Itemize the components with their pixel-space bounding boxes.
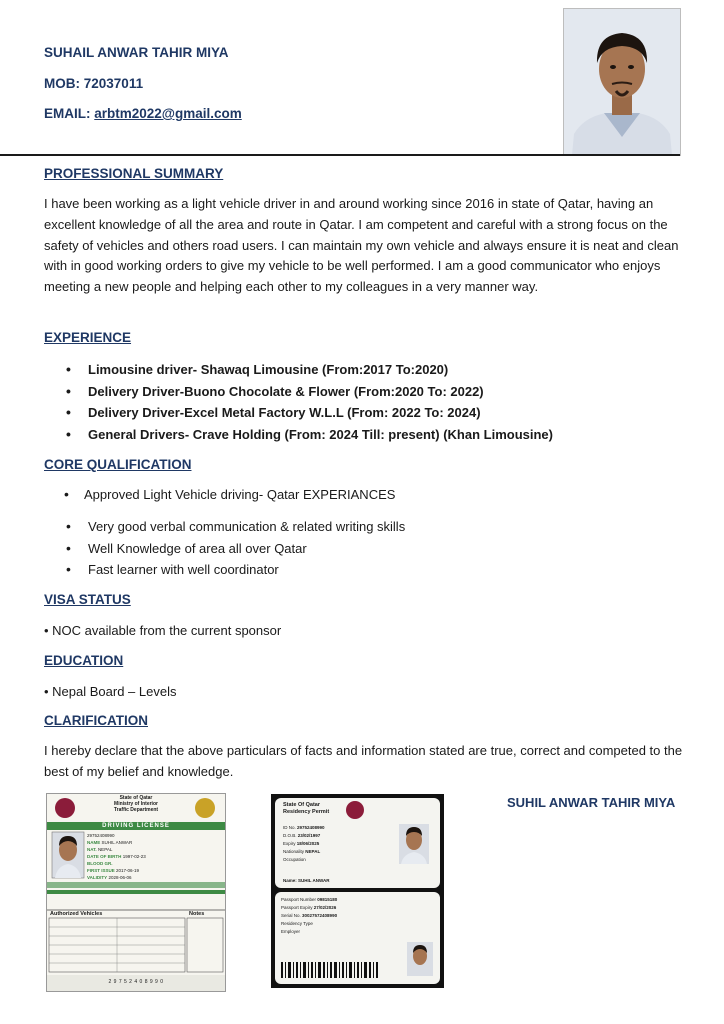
rp-id-label: ID No. [283, 825, 296, 830]
rp-dob-value: 23/02/1997 [297, 833, 321, 838]
rp-name-label: Name: [283, 878, 297, 883]
rp-ppx-label: Passport Expiry [281, 905, 313, 910]
rp-id-value: 29752408990 [297, 825, 325, 830]
license-first-value: 2017-06-19 [116, 868, 140, 873]
license-dob-value: 1997-02-23 [122, 854, 146, 859]
rp-ppx-value: 27/02/2026 [313, 905, 337, 910]
core-item: • Well Knowledge of area all over Qatar [66, 538, 405, 560]
rp-nat-label: Nationality [283, 849, 305, 854]
visa-text: • NOC available from the current sponsor [44, 623, 282, 638]
driving-license-image [46, 793, 226, 992]
visa-heading: VISA STATUS [44, 592, 131, 607]
rp-expiry-value: 18/06/2025 [296, 841, 320, 846]
license-dob-label: DATE OF BIRTH [87, 854, 122, 859]
rp-serial-value: 30027572408990 [302, 913, 338, 918]
core-item: • Very good verbal communication & related writing skills [66, 516, 405, 538]
signature-name: SUHIL ANWAR TAHIR MIYA [507, 795, 676, 810]
license-validity-label: VALIDITY [87, 875, 108, 880]
experience-item: • Delivery Driver-Buono Chocolate & Flower (From:2020 To: 2022) [66, 381, 553, 403]
license-validity-value: 2028-06-06 [108, 875, 132, 880]
rp-name-value: SUHIL ANWAR [298, 878, 330, 883]
summary-heading: PROFESSIONAL SUMMARY [44, 166, 224, 181]
core-item: • Approved Light Vehicle driving- Qatar EXPERIANCES [64, 484, 395, 506]
summary-text: I have been working as a light vehicle driver in and around working since 2016 in state of Qatar, having an excellent knowledge of all the area and route in Qatar. I am competent and careful with a strong focus on the safety of vehicles and others road users. I can maintain my own vehicle and always ensure it is neat and clean with in good working orders to give my vehicle to be well performed. I am a good communicator who enjoys meeting a new people and helping each other to my colleagues in a very manner way. [44, 196, 679, 295]
license-name-label: NAME [87, 840, 101, 845]
rp-occ-label: Occupation [283, 857, 306, 862]
clarification-heading: CLARIFICATION [44, 713, 148, 728]
experience-item: • General Drivers- Crave Holding (From: 2024 Till: present) (Khan Limousine) [66, 424, 553, 446]
license-footer-number: 2 9 7 5 2 4 0 8 9 9 0 [108, 979, 164, 985]
license-nat-label: NAT. [87, 847, 97, 852]
clarification-text: I hereby declare that the above particulars of facts and information stated are true, correct and competed to the best of my belief and knowledge. [44, 743, 683, 779]
education-heading: EDUCATION [44, 653, 124, 668]
header-divider [0, 154, 680, 156]
email-label: EMAIL: [44, 106, 91, 121]
residency-permit-image [271, 794, 444, 988]
education-text: • Nepal Board – Levels [44, 684, 177, 699]
rp-res-label: Residency Type [281, 921, 313, 926]
core-heading: CORE QUALIFICATION [44, 457, 192, 472]
candidate-name: SUHAIL ANWAR TAHIR MIYA [44, 45, 229, 60]
experience-item: • Delivery Driver-Excel Metal Factory W.L.L (From: 2022 To: 2024) [66, 402, 553, 424]
license-state: State of Qatar [119, 795, 153, 801]
rp-title-1: State Of Qatar [283, 802, 320, 808]
rp-expiry-label: Expiry [283, 841, 296, 846]
rp-emp-label: Employer [281, 929, 301, 934]
core-list [66, 516, 405, 581]
license-vehicles-title: Authorized Vehicles [50, 911, 103, 917]
rp-title-2: Residency Permit [283, 809, 330, 815]
rp-dob-label: D.O.B. [283, 833, 297, 838]
core-first-list [64, 484, 395, 506]
profile-photo [563, 8, 681, 156]
mobile-label: MOB: [44, 76, 80, 91]
experience-heading: EXPERIENCE [44, 330, 132, 345]
license-blood-label: BLOOD GR. [87, 861, 113, 866]
rp-nat-value: NEPAL [305, 849, 321, 854]
license-banner: DRIVING LICENSE [102, 823, 170, 829]
license-name-value: SUHIL ANWAR [101, 840, 133, 845]
email-link[interactable]: arbtm2022@gmail.com [94, 106, 242, 121]
rp-serial-label: Serial No. [281, 913, 301, 918]
core-item: • Fast learner with well coordinator [66, 559, 405, 581]
email-line [44, 106, 242, 121]
experience-item: • Limousine driver- Shawaq Limousine (From:2017 To:2020) [66, 359, 553, 381]
license-first-label: FIRST ISSUE [87, 868, 115, 873]
experience-list [66, 359, 553, 445]
rp-pp-value: 09815180 [317, 897, 338, 902]
license-nat-value: NEPAL [97, 847, 113, 852]
license-ministry: Ministry of Interior [114, 801, 158, 807]
mobile-line [44, 76, 143, 91]
license-number: 29752408990 [87, 833, 115, 838]
license-notes-title: Notes [189, 911, 205, 917]
rp-pp-label: Passport Number [281, 897, 317, 902]
mobile-number: 72037011 [83, 76, 144, 91]
license-dept: Traffic Department [113, 807, 159, 813]
